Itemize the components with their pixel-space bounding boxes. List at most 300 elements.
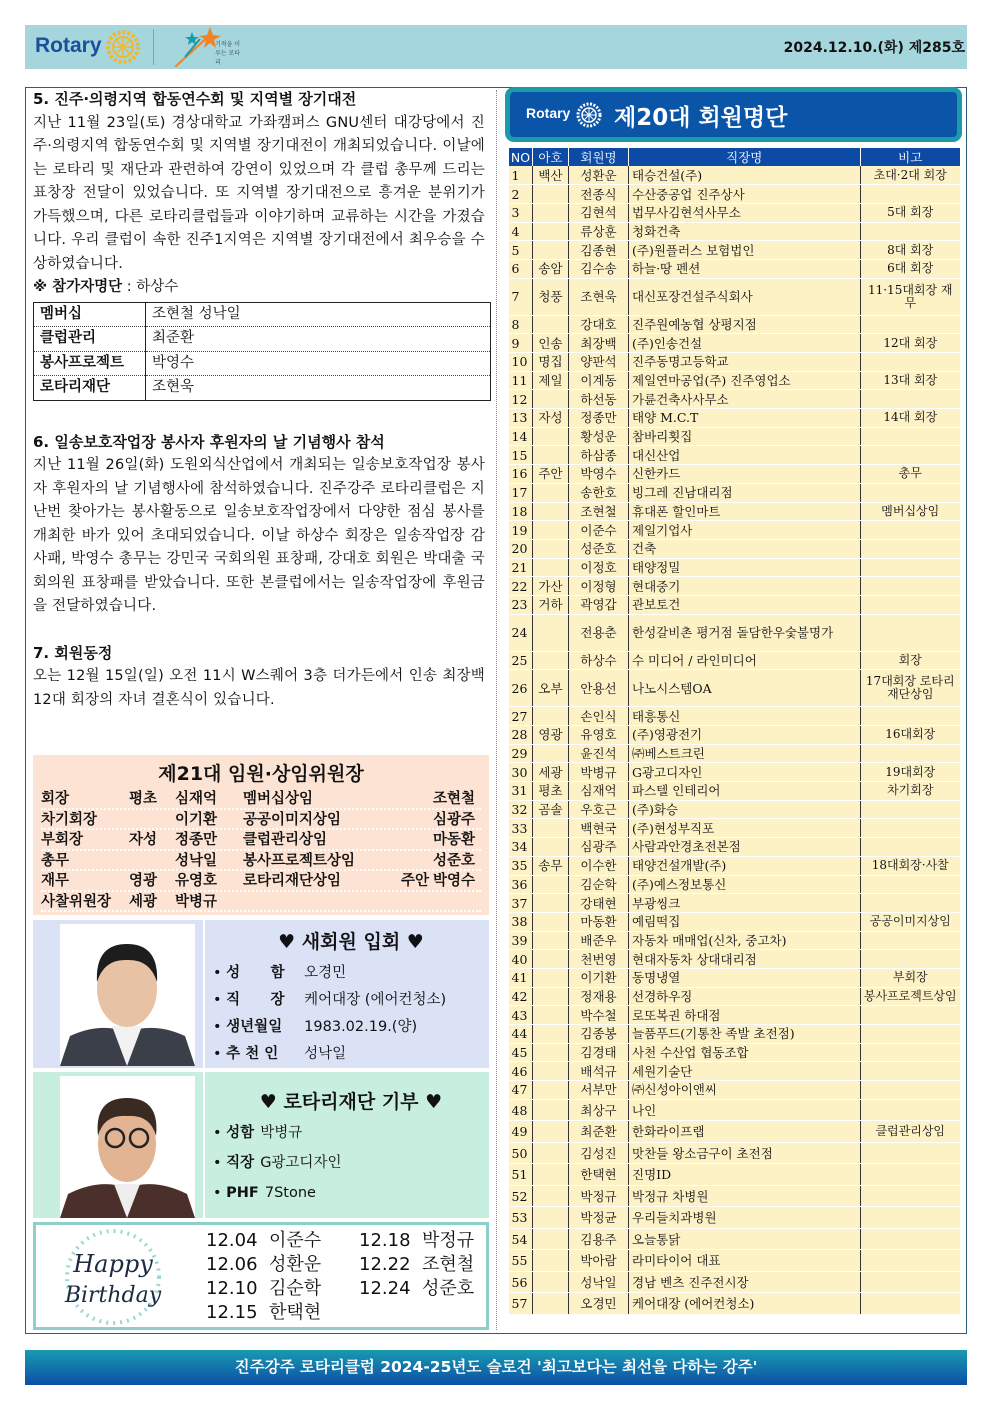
member-row (509, 278, 961, 315)
member-row (509, 912, 961, 931)
member-alias (533, 483, 569, 502)
officer-row (41, 830, 481, 851)
member-no: 4 (509, 222, 533, 241)
member-note (860, 1099, 960, 1121)
row-label: 봉사프로젝트 (34, 351, 146, 376)
member-name: 윤진석 (569, 744, 629, 763)
member-no: 38 (509, 912, 533, 931)
bullet-icon: • (213, 965, 227, 981)
member-name: 성낙일 (569, 1271, 629, 1293)
member-alias: 명집 (533, 353, 569, 372)
member-alias (533, 185, 569, 204)
member-name: 성준호 (569, 539, 629, 558)
member-alias (533, 390, 569, 409)
member-name: 천번영 (569, 950, 629, 969)
member-note (860, 800, 960, 819)
officer-cell: 성준호 (432, 852, 475, 869)
member-row (509, 1121, 961, 1143)
member-workplace: 참바리횟집 (629, 427, 861, 446)
member-workplace: 예림떡집 (629, 912, 861, 931)
member-name: 김경태 (569, 1043, 629, 1062)
member-no: 25 (509, 651, 533, 670)
member-alias (533, 521, 569, 540)
member-no: 48 (509, 1099, 533, 1121)
member-workplace: (주)인송건설 (629, 334, 861, 353)
member-workplace: 케어대장 (에어컨청소) (629, 1293, 861, 1315)
member-note: 회장 (860, 651, 960, 670)
member-alias (533, 539, 569, 558)
info-item (213, 1041, 489, 1068)
column-header: 회원명 (569, 148, 629, 166)
member-no: 51 (509, 1164, 533, 1186)
birthday-entry: 12.06 성환운 (206, 1254, 322, 1275)
member-no: 15 (509, 446, 533, 465)
officer-cell (385, 892, 429, 911)
member-name: 이수한 (569, 856, 629, 875)
officer-cell: 정종만 (174, 832, 217, 848)
section-7-title: 7. 회원동정 (33, 643, 113, 662)
member-alias (533, 744, 569, 763)
member-workplace: 관보토건 (629, 595, 861, 614)
member-name: 서부만 (569, 1081, 629, 1100)
member-workplace: 신한카드 (629, 465, 861, 484)
member-workplace: 파스텔 인테리어 (629, 782, 861, 801)
member-alias: 세광 (533, 763, 569, 782)
member-note: 13대 회장 (860, 371, 960, 390)
member-alias (533, 315, 569, 334)
member-alias (533, 1250, 569, 1272)
member-workplace: 박정규 차병원 (629, 1185, 861, 1207)
member-no: 5 (509, 241, 533, 260)
member-no: 45 (509, 1043, 533, 1062)
member-note (860, 427, 960, 446)
member-no: 55 (509, 1250, 533, 1272)
member-note (860, 1185, 960, 1207)
member-workplace: 나인 (629, 1099, 861, 1121)
officer-row (41, 851, 481, 872)
member-note (860, 1043, 960, 1062)
info-item (213, 960, 489, 987)
member-note: 12대 회장 (860, 334, 960, 353)
member-workplace: 태양 M.C.T (629, 409, 861, 428)
officer-cell (243, 892, 373, 911)
member-no: 31 (509, 782, 533, 801)
member-no: 53 (509, 1207, 533, 1229)
member-no: 9 (509, 334, 533, 353)
officer-cell: 자성 (128, 832, 157, 848)
member-row (509, 651, 961, 670)
member-no: 32 (509, 800, 533, 819)
section-5-body: 지난 11월 23일(토) 경상대학교 가좌캠퍼스 GNU센터 대강당에서 진주·의령지역 합동연수회 및 지역별 장기대전이 개최되었습니다. 이날에는 로타리 및 재단과 관련하여 강연이 있었으며 각 클럽 총무께 드리는 표창장 전달이 있었습니다. 또 지역별 장기대전으로 흥겨운 분위기가 가득했으며, 다른 로타리클럽들과 이야기하며 교류하는 시간을 가졌습니다. 우리 클럽이 속한 진주1지역은 지역별 장기대전에서 최우승을 수상하였습니다. (33, 114, 485, 272)
member-note (860, 931, 960, 950)
member-workplace: 사천 수산업 협동조합 (629, 1043, 861, 1062)
member-alias: 곰솔 (533, 800, 569, 819)
column-header: 비고 (860, 148, 960, 166)
member-alias (533, 502, 569, 521)
member-row (509, 259, 961, 278)
member-workplace: 빙그레 진남대리점 (629, 483, 861, 502)
member-name: 최준환 (569, 1121, 629, 1143)
member-workplace: 태양건설개발(주) (629, 856, 861, 875)
participants-value: : 하상수 (122, 279, 179, 295)
member-note (860, 1142, 960, 1164)
member-name: 양판석 (569, 353, 629, 372)
member-row (509, 1271, 961, 1293)
member-alias (533, 1099, 569, 1121)
member-alias: 송무 (533, 856, 569, 875)
member-name: 전종식 (569, 185, 629, 204)
member-note (860, 1025, 960, 1044)
info-value: 케어대장 (에어컨청소) (304, 992, 447, 1008)
member-no: 47 (509, 1081, 533, 1100)
member-note (860, 1062, 960, 1081)
member-row (509, 1293, 961, 1315)
officer-row (41, 871, 481, 892)
member-name: 하삼종 (569, 446, 629, 465)
member-alias: 영광 (533, 726, 569, 745)
member-alias (533, 1228, 569, 1250)
member-alias (533, 819, 569, 838)
member-alias (533, 968, 569, 987)
member-row (509, 390, 961, 409)
info-label: 직장 (226, 1155, 255, 1171)
member-name: 최상구 (569, 1099, 629, 1121)
member-workplace: 선경하우징 (629, 987, 861, 1006)
member-row (509, 726, 961, 745)
member-row (509, 203, 961, 222)
member-row (509, 502, 961, 521)
birthday-entry: 12.24 성준호 (359, 1278, 475, 1299)
member-alias (533, 894, 569, 913)
member-name: 이기환 (569, 968, 629, 987)
member-note: 14대 회장 (860, 409, 960, 428)
row-value: 최준환 (146, 327, 491, 352)
member-alias (533, 1185, 569, 1207)
participants-note (33, 276, 485, 300)
member-no: 13 (509, 409, 533, 428)
member-workplace: ㈜신성아이앤씨 (629, 1081, 861, 1100)
member-row (509, 838, 961, 857)
member-name: 김수송 (569, 259, 629, 278)
officer-cell: 멤버십상임 (243, 791, 314, 807)
info-label: 성 함 (226, 965, 285, 981)
member-no: 28 (509, 726, 533, 745)
row-value: 조현욱 (146, 376, 491, 401)
info-item (213, 1150, 489, 1180)
member-name: 정재용 (569, 987, 629, 1006)
member-no: 24 (509, 614, 533, 651)
member-no: 16 (509, 465, 533, 484)
officer-cell: 회장 (41, 791, 70, 807)
member-row (509, 558, 961, 577)
member-no: 34 (509, 838, 533, 857)
member-row (509, 409, 961, 428)
info-label: 직 장 (226, 992, 285, 1008)
member-alias (533, 838, 569, 857)
member-workplace: 동명냉열 (629, 968, 861, 987)
member-name: 백현국 (569, 819, 629, 838)
member-row (509, 521, 961, 540)
member-no: 11 (509, 371, 533, 390)
member-row (509, 166, 961, 185)
info-label: 추 천 인 (226, 1046, 279, 1062)
member-alias: 주안 (533, 465, 569, 484)
member-note: 초대·2대 회장 (860, 166, 960, 185)
officer-cell: 심재억 (174, 791, 217, 807)
member-row (509, 707, 961, 726)
member-no: 17 (509, 483, 533, 502)
member-row (509, 800, 961, 819)
member-row (509, 1250, 961, 1272)
member-name: 오경민 (569, 1293, 629, 1315)
member-name: 김종봉 (569, 1025, 629, 1044)
officer-cell (385, 810, 429, 829)
member-name: 박영수 (569, 465, 629, 484)
member-row (509, 427, 961, 446)
member-no: 39 (509, 931, 533, 950)
member-alias (533, 707, 569, 726)
logo-divider (153, 29, 154, 65)
member-name: 배준우 (569, 931, 629, 950)
new-member-box (33, 920, 489, 1068)
member-row (509, 1025, 961, 1044)
officer-cell: 성낙일 (174, 852, 217, 869)
member-row (509, 968, 961, 987)
member-note (860, 875, 960, 894)
member-note (860, 1207, 960, 1229)
member-note (860, 614, 960, 651)
member-alias (533, 446, 569, 465)
member-note: 19대회장 (860, 763, 960, 782)
officer-cell: 차기회장 (41, 811, 98, 828)
member-name: 이정호 (569, 558, 629, 577)
member-alias (533, 912, 569, 931)
member-alias (533, 1043, 569, 1062)
bullet-icon: • (213, 1046, 227, 1062)
member-row (509, 1185, 961, 1207)
issue-date: 2024.12.10.(화) 제285호 (783, 40, 965, 56)
foundation-info (203, 1072, 489, 1218)
row-value: 박영수 (146, 351, 491, 376)
member-name: 하선동 (569, 390, 629, 409)
member-alias: 송암 (533, 259, 569, 278)
member-workplace: 제일기업사 (629, 521, 861, 540)
member-name: 김순학 (569, 875, 629, 894)
officer-cell: 총무 (41, 852, 70, 869)
member-note: 총무 (860, 465, 960, 484)
member-note: 8대 회장 (860, 241, 960, 260)
member-alias: 가산 (533, 577, 569, 596)
member-workplace: 휴대폰 할인마트 (629, 502, 861, 521)
member-no: 43 (509, 1006, 533, 1025)
member-alias (533, 1081, 569, 1100)
row-label: 로타리재단 (34, 376, 146, 401)
left-column (33, 88, 485, 712)
member-note: 18대회장·사찰 (860, 856, 960, 875)
member-no: 41 (509, 968, 533, 987)
member-name: 박정균 (569, 1207, 629, 1229)
member-workplace: (주)원플러스 보험법인 (629, 241, 861, 260)
member-workplace: 건축 (629, 539, 861, 558)
tagline: 기적을 이루는 로타리 (215, 41, 241, 66)
roster-logo: Rotary (526, 105, 571, 121)
member-name: 배석규 (569, 1062, 629, 1081)
member-alias: 인송 (533, 334, 569, 353)
member-note (860, 950, 960, 969)
member-note (860, 1081, 960, 1100)
member-no: 57 (509, 1293, 533, 1315)
member-workplace: (주)영광전기 (629, 726, 861, 745)
member-row (509, 875, 961, 894)
column-divider (496, 90, 497, 1330)
member-note (860, 1250, 960, 1272)
member-row (509, 371, 961, 390)
member-no: 23 (509, 595, 533, 614)
member-name: 유영호 (569, 726, 629, 745)
section-6-body: 지난 11월 26일(화) 도원외식산업에서 개최되는 일송보호작업장 봉사자 후원자의 날 기념행사에 참석하였습니다. 진주강주 로타리클럽은 지난번 찾아가는 봉사활동으로 일송보호작업장에서 다양한 점심 봉사를 개최한 바가 있어 초대되었습니다. 이날 하상수 회장은 일송작업장 감사패, 박영수 총무는 강민국 국회의원 표창패, 강대호 회원은 박대출 국회의원 표창패를 받았습니다. 또한 본클럽에서는 일송작업장에 후원금을 전달하였습니다. (33, 457, 485, 614)
participants-row (34, 327, 491, 352)
member-name: 박아람 (569, 1250, 629, 1272)
member-note (860, 483, 960, 502)
officer-cell (113, 810, 157, 829)
member-no: 7 (509, 278, 533, 315)
member-name: 이정형 (569, 577, 629, 596)
member-workplace: 우리들치과병원 (629, 1207, 861, 1229)
row-value: 조현철 성낙일 (146, 302, 491, 327)
member-workplace: 세원기술단 (629, 1062, 861, 1081)
member-alias: 청풍 (533, 278, 569, 315)
member-name: 곽영갑 (569, 595, 629, 614)
info-item (213, 1180, 489, 1210)
officer-cell: 박영수 (432, 873, 475, 889)
birthday-list-2 (359, 1229, 474, 1301)
member-no: 19 (509, 521, 533, 540)
member-no: 33 (509, 819, 533, 838)
member-note: 공공이미지상임 (860, 912, 960, 931)
member-note: 차기회장 (860, 782, 960, 801)
officer-cell: 로타리재단상임 (243, 873, 342, 889)
member-note (860, 539, 960, 558)
member-workplace: 수 미디어 / 라인미디어 (629, 651, 861, 670)
member-no: 3 (509, 203, 533, 222)
column-header: 직장명 (629, 148, 861, 166)
member-name: 박병규 (569, 763, 629, 782)
member-no: 14 (509, 427, 533, 446)
member-row (509, 1164, 961, 1186)
member-name: 김성진 (569, 1142, 629, 1164)
member-note: 부회장 (860, 968, 960, 987)
officer-cell: 유영호 (174, 873, 217, 889)
info-label: 성함 (226, 1125, 255, 1141)
officer-cell (385, 789, 429, 808)
member-row (509, 1099, 961, 1121)
member-alias (533, 987, 569, 1006)
info-item (213, 1014, 489, 1041)
member-note (860, 521, 960, 540)
member-no: 52 (509, 1185, 533, 1207)
bullet-icon: • (213, 1019, 227, 1035)
officer-cell: 이기환 (174, 811, 217, 828)
member-alias (533, 1025, 569, 1044)
member-row (509, 446, 961, 465)
member-name: 안용선 (569, 670, 629, 707)
member-no: 56 (509, 1271, 533, 1293)
member-row (509, 1006, 961, 1025)
roster-banner (505, 87, 962, 142)
member-row (509, 614, 961, 651)
member-note (860, 222, 960, 241)
member-alias (533, 614, 569, 651)
member-no: 29 (509, 744, 533, 763)
member-name: 손인식 (569, 707, 629, 726)
member-no: 54 (509, 1228, 533, 1250)
member-note: 11·15대회장 재무 (860, 278, 960, 315)
bullet-icon: • (213, 992, 227, 1008)
member-note: 봉사프로젝트상임 (860, 987, 960, 1006)
member-note (860, 353, 960, 372)
member-row (509, 819, 961, 838)
member-workplace: 태흥통신 (629, 707, 861, 726)
member-note (860, 838, 960, 857)
member-note (860, 819, 960, 838)
foundation-title: ♥ 로타리재단 기부 ♥ (259, 1091, 443, 1113)
member-workplace: 가륜건축사사무소 (629, 390, 861, 409)
member-note (860, 595, 960, 614)
bullet-icon: • (213, 1185, 227, 1201)
member-no: 12 (509, 390, 533, 409)
officer-cell: 평초 (128, 791, 157, 807)
member-name: 박정규 (569, 1185, 629, 1207)
member-alias (533, 1293, 569, 1315)
member-row (509, 763, 961, 782)
officer-row (41, 810, 481, 831)
member-alias (533, 427, 569, 446)
member-name: 강태현 (569, 894, 629, 913)
member-note (860, 446, 960, 465)
member-workplace: G광고디자인 (629, 763, 861, 782)
birthday-entry: 12.15 한택현 (206, 1302, 322, 1323)
member-alias (533, 1164, 569, 1186)
member-row (509, 744, 961, 763)
member-note: 멤버십상임 (860, 502, 960, 521)
officer-cell: 클럽관리상임 (243, 832, 328, 848)
member-workplace: 진주원예농협 상평지점 (629, 315, 861, 334)
member-name: 심재억 (569, 782, 629, 801)
member-workplace: 법무사김현석사무소 (629, 203, 861, 222)
member-workplace: 부광씽크 (629, 894, 861, 913)
member-workplace: 태승건설(주) (629, 166, 861, 185)
member-row (509, 483, 961, 502)
member-row (509, 1081, 961, 1100)
member-row (509, 465, 961, 484)
member-row (509, 1142, 961, 1164)
member-no: 18 (509, 502, 533, 521)
member-row (509, 315, 961, 334)
member-workplace: ㈜베스트크린 (629, 744, 861, 763)
member-no: 36 (509, 875, 533, 894)
member-row (509, 539, 961, 558)
member-workplace: (주)예스정보통신 (629, 875, 861, 894)
member-no: 10 (509, 353, 533, 372)
member-alias (533, 1142, 569, 1164)
member-alias (533, 931, 569, 950)
member-note (860, 1164, 960, 1186)
svg-text:Birthday: Birthday (64, 1283, 162, 1308)
member-workplace: 맛찬들 왕소금구이 초전점 (629, 1142, 861, 1164)
member-name: 한택현 (569, 1164, 629, 1186)
member-note: 17대회장 로타리재단상임 (860, 670, 960, 707)
member-workplace: 라미타이어 대표 (629, 1250, 861, 1272)
